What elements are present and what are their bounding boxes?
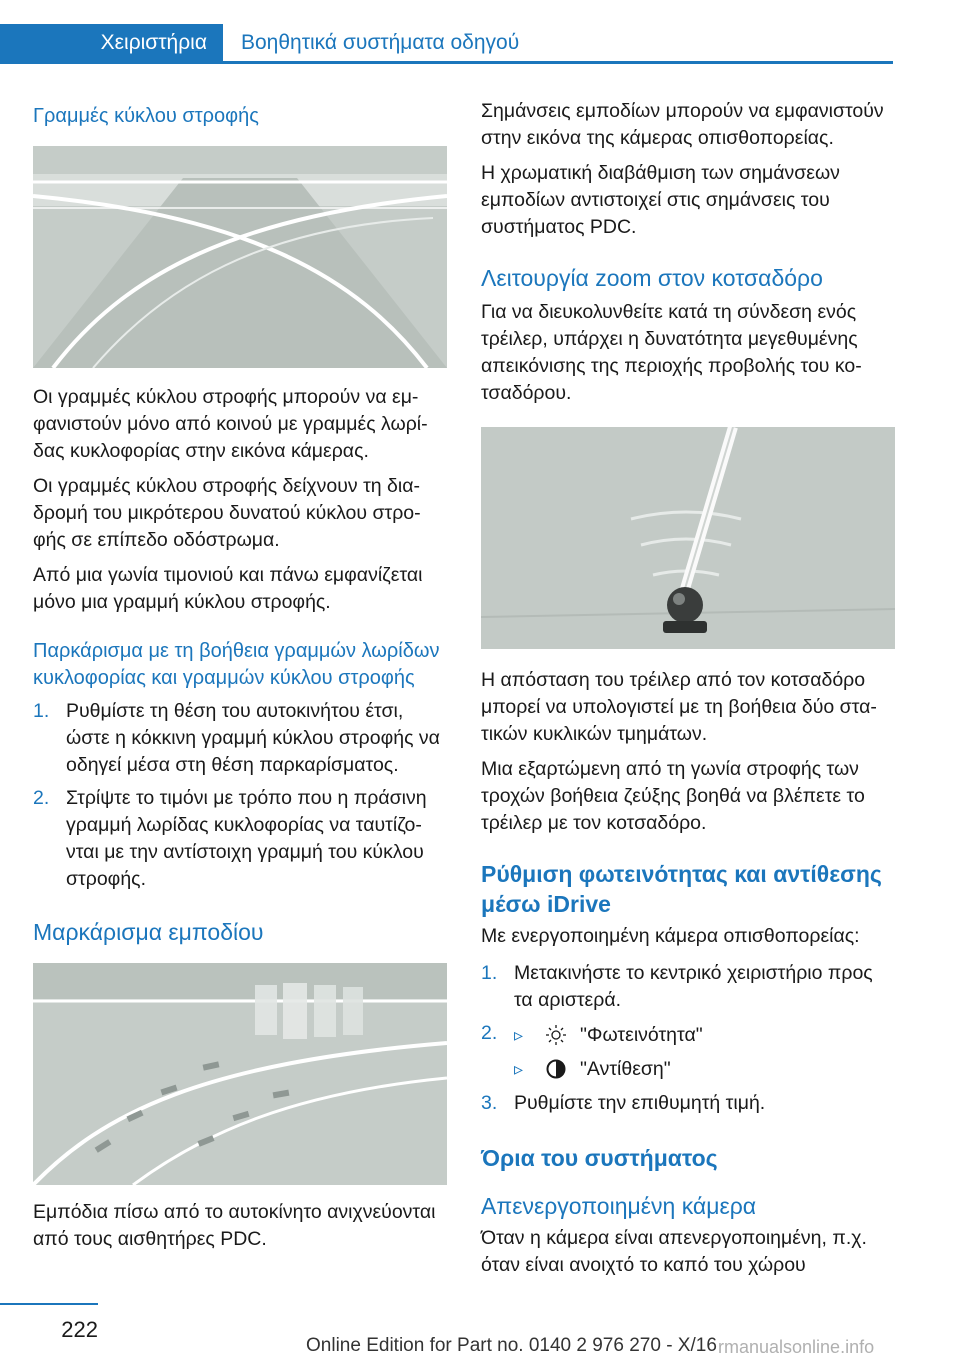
step-number: 2. bbox=[481, 1022, 498, 1044]
parking-steps bbox=[33, 698, 447, 893]
menu-label-brightness: "Φωτεινότητα" bbox=[580, 1023, 703, 1046]
footer-rule bbox=[0, 1303, 98, 1305]
heading-camera-disabled: Απενεργοποιημένη κάμερα bbox=[481, 1193, 757, 1219]
right-column bbox=[481, 98, 895, 1279]
heading-turning-lines: Γραμμές κύκλου στροφής bbox=[33, 105, 259, 127]
menu-path-contrast bbox=[514, 1054, 895, 1084]
list-item bbox=[481, 1020, 895, 1050]
figure-hitch-zoom bbox=[481, 427, 895, 649]
list-item bbox=[33, 785, 447, 893]
brightness-icon bbox=[542, 1024, 570, 1046]
step-number: 1. bbox=[481, 962, 498, 984]
edition-note: Online Edition for Part no. 0140 2 976 270 - X/16 bbox=[306, 1335, 717, 1356]
list-item bbox=[481, 1090, 895, 1117]
left-column bbox=[33, 98, 447, 1253]
list-item bbox=[481, 960, 895, 1014]
paragraph-obstacle: Εμπόδια πίσω από το αυτοκίνητο ανιχνεύονται από τους αισθητήρες PDC. bbox=[33, 1201, 436, 1250]
paragraph-camera-on: Με ενεργοποιημένη κάμερα οπισθοπορείας: bbox=[481, 925, 860, 947]
heading-brightness: Ρύθμιση φωτεινότητας και αντίθεσης μέσω iDrive bbox=[481, 861, 882, 917]
paragraph-angle: Μια εξαρτώμενη από τη γωνία στροφής των τροχών βοήθεια ζεύξης βοηθά να βλέπετε το τρέιλερ με τον κοτσαδόρο. bbox=[481, 758, 865, 834]
list-item bbox=[33, 698, 447, 779]
paragraph-camera-disabled: Όταν η κάμερα είναι απενεργοποιημένη, π.χ. όταν είναι ανοιχτό το καπό του χώρου bbox=[481, 1227, 867, 1276]
chapter-tab: Χειριστήρια bbox=[0, 24, 223, 61]
paragraph-marks-2: Η χρωματική διαβάθμιση των σημάνσεων εμποδίων αντιστοιχεί στις σημάνσεις του συστήματος PDC. bbox=[481, 162, 840, 238]
heading-zoom: Λειτουργία zoom στον κοτσαδόρο bbox=[481, 265, 823, 291]
heading-limits: Όρια του συστήματος bbox=[481, 1145, 718, 1171]
watermark: rmanualsonline.info bbox=[718, 1337, 875, 1357]
paragraph-turning-3: Από μια γωνία τιμονιού και πάνω εμφανίζεται μόνο μια γραμμή κύκλου στροφής. bbox=[33, 564, 423, 613]
step-text: Στρίψτε το τιμόνι με τρόπο που η πράσινη γραμμή λωρίδας κυκλοφορίας να ταυτίζο‐νται με την αντίστοιχη γραμμή του κύκλου στροφής. bbox=[66, 787, 427, 890]
figure-obstacle-marking bbox=[33, 963, 447, 1185]
header-tabbar bbox=[0, 24, 893, 64]
figure-turning-lines bbox=[33, 146, 447, 368]
page-number: 222 bbox=[61, 1317, 98, 1342]
menu-path-brightness bbox=[514, 1020, 895, 1050]
section-tab: Βοηθητικά συστήματα οδηγού bbox=[241, 31, 520, 54]
paragraph-distance: Η απόσταση του τρέιλερ από τον κοτσαδόρο μπορεί να υπολογιστεί με τη βοήθεια δύο στα‐τικών κυκλικών τμημάτων. bbox=[481, 669, 877, 745]
menu-label-contrast: "Αντίθεση" bbox=[580, 1057, 671, 1080]
obstacle-marking-illustration bbox=[33, 963, 447, 1185]
contrast-icon bbox=[542, 1058, 570, 1080]
hitch-zoom-illustration bbox=[481, 427, 895, 649]
step-text: Ρυθμίστε την επιθυμητή τιμή. bbox=[514, 1092, 766, 1114]
paragraph-turning-1: Οι γραμμές κύκλου στροφής μπορούν να εμ‐φανιστούν μόνο από κοινού με γραμμές λωρί‐δας κυκλοφορίας στην εικόνα κάμερας. bbox=[33, 386, 428, 462]
turning-lines-illustration bbox=[33, 146, 447, 368]
step-number: 2. bbox=[33, 787, 50, 809]
arrow-icon: ▹ bbox=[514, 1058, 524, 1079]
idrive-steps bbox=[481, 960, 895, 1117]
list-item bbox=[481, 1054, 895, 1084]
step-number: 3. bbox=[481, 1092, 498, 1114]
paragraph-marks-1: Σημάνσεις εμποδίων μπορούν να εμφανιστούν στην εικόνα της κάμερας οπισθοπορείας. bbox=[481, 100, 884, 149]
step-text: Μετακινήστε το κεντρικό χειριστήριο προς τα αριστερά. bbox=[514, 962, 873, 1011]
paragraph-zoom: Για να διευκολυνθείτε κατά τη σύνδεση ενός τρέιλερ, υπάρχει η δυνατότητα μεγεθυμένης απεικόνισης της περιοχής προβολής του κο‐τσαδόρου. bbox=[481, 301, 862, 404]
paragraph-turning-2: Οι γραμμές κύκλου στροφής δείχνουν τη δια‐δρομή του μικρότερου δυνατού κύκλου στρο‐φής σε επίπεδο οδόστρωμα. bbox=[33, 475, 421, 551]
heading-obstacle: Μαρκάρισμα εμποδίου bbox=[33, 919, 264, 945]
header-rule bbox=[0, 61, 893, 64]
step-text: Ρυθμίστε τη θέση του αυτοκινήτου έτσι, ώστε η κόκκινη γραμμή κύκλου στροφής να οδηγεί μέσα στη θέση παρκαρίσματος. bbox=[66, 700, 440, 776]
arrow-icon: ▹ bbox=[514, 1024, 524, 1045]
step-number: 1. bbox=[33, 700, 50, 722]
heading-parking: Παρκάρισμα με τη βοήθεια γραμμών λωρίδων κυκλοφορίας και γραμμών κύκλου στροφής bbox=[33, 640, 440, 689]
